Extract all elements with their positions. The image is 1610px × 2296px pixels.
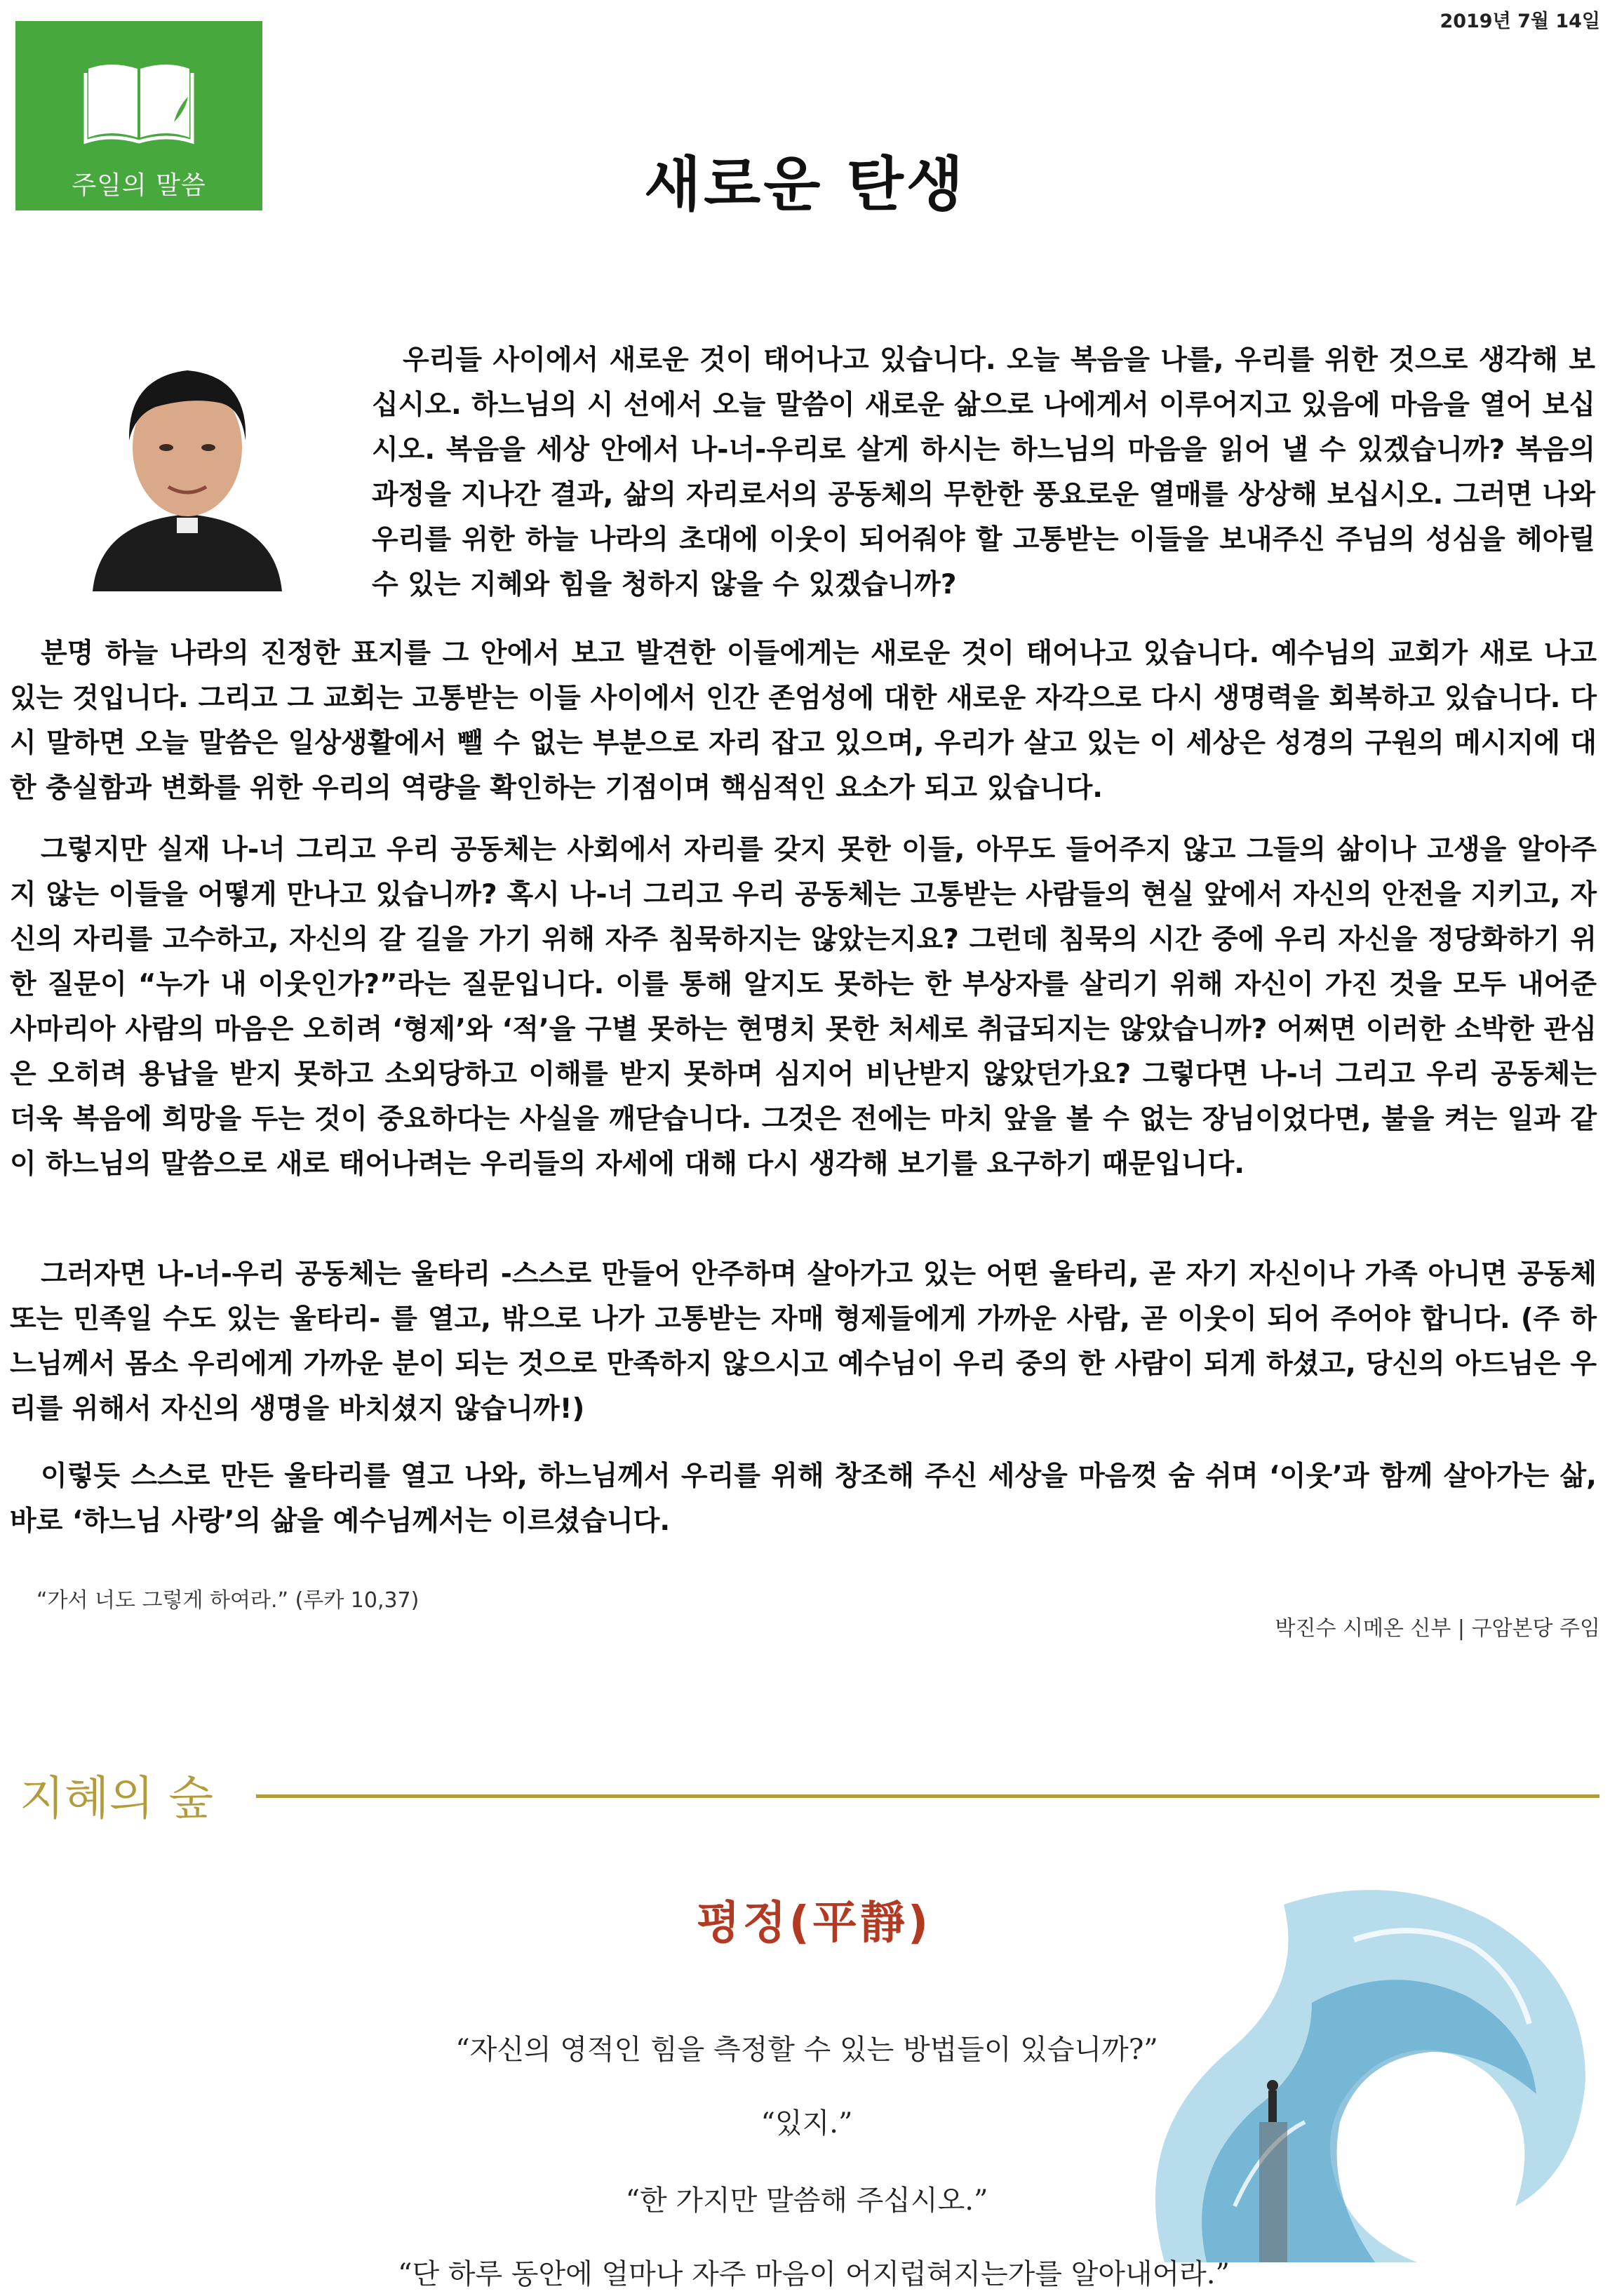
sermon-paragraph-4: 그러자면 나-너-우리 공동체는 울타리 -스스로 만들어 안주하며 살아가고 있는 어떤 울타리, 곧 자기 자신이나 가족 아니면 공동체 또는 민족일 수도 있는 울타리- 를 열고, 밖으로 나가 고통받는 자매 형제들에게 가까운 사람, 곧 이웃이 되어 주어야 합니다. (주 하느님께서 몸소 우리에게 가까운 분이 되는 것으로 만족하지 않으시고 예수님이 우리 중의 한 사람이 되게 하셨고, 당신의 아드님은 우리를 위해서 자신의 생명을 바치셨지 않습니까!)	[10, 1258, 1597, 1425]
priest-portrait	[86, 342, 289, 591]
scripture-quote: “가서 너도 그렇게 하여라.” (루카 10,37)	[36, 1588, 420, 1613]
sermon-paragraph-3: 그렇지만 실재 나-너 그리고 우리 공동체는 사회에서 자리를 갖지 못한 이들, 아무도 들어주지 않고 그들의 삶이나 고생을 알아주지 않는 이들을 어떻게 만나고 있습니까? 혹시 나-너 그리고 우리 공동체는 고통받는 사람들의 현실 앞에서 자신의 안전을 지키고, 자신의 자리를 고수하고, 자신의 갈 길을 가기 위해 자주 침묵하지는 않았는지요? 그런데 침묵의 시간 중에 우리 자신을 정당화하기 위한 질문이 “누가 내 이웃인가?”라는 질문입니다. 이를 통해 알지도 못하는 한 부상자를 살리기 위해 자신이 가진 것을 모두 내어준 사마리아 사람의 마음은 오히려 ‘형제’와 ‘적’을 구별 못하는 현명치 못한 처세로 취급되지는 않았습니까? 어쩌면 이러한 소박한 관심은 오히려 용납을 받지 못하고 소외당하고 이해를 받지 못하며 심지어 비난받지 않았던가요? 그렇다면 나-너 그리고 우리 공동체는 더욱 복음에 희망을 두는 것이 중요하다는 사실을 깨닫습니다. 그것은 전에는 마치 앞을 볼 수 없는 장님이었다면, 불을 켜는 일과 같이 하느님의 말씀으로 새로 태어나려는 우리들의 자세에 대해 다시 생각해 보기를 요구하기 때문입니다.	[10, 834, 1597, 1180]
issue-date: 2019년 7월 14일	[1440, 11, 1600, 32]
logo-label: 주일의 말씀	[72, 171, 206, 200]
sermon-title: 새로운 탄생	[644, 150, 966, 219]
dialog-line-1: “자신의 영적인 힘을 측정할 수 있는 방법들이 있습니까?”	[455, 2034, 1158, 2066]
sermon-paragraph-1: 우리들 사이에서 새로운 것이 태어나고 있습니다. 오늘 복음을 나를, 우리를 위한 것으로 생각해 보십시오. 하느님의 시 선에서 오늘 말씀이 새로운 삶으로 나에게서 이루어지고 있음에 마음을 열어 보십시오. 복음을 세상 안에서 나-너-우리로 살게 하시는 하느님의 마음을 읽어 낼 수 있겠습니까? 복음의 과정을 지나간 결과, 삶의 자리로서의 공동체의 무한한 풍요로운 열매를 상상해 보십시오. 그러면 나와 우리를 위한 하늘 나라의 초대에 이웃이 되어줘야 할 고통받는 이들을 보내주신 주님의 성심을 헤아릴 수 있는 지혜와 힘을 청하지 않을 수 있겠습니까?	[372, 344, 1595, 600]
book-icon	[83, 55, 195, 146]
dialog-line-4: “단 하루 동안에 얼마나 자주 마음이 어지럽혀지는가를 알아내어라.”	[398, 2258, 1230, 2290]
sermon-paragraph-2: 분명 하늘 나라의 진정한 표지를 그 안에서 보고 발견한 이들에게는 새로운 것이 태어나고 있습니다. 예수님의 교회가 새로 나고 있는 것입니다. 그리고 그 교회는 고통받는 이들 사이에서 인간 존엄성에 대한 새로운 자각으로 다시 생명력을 회복하고 있습니다. 다시 말하면 오늘 말씀은 일상생활에서 뺄 수 없는 부분으로 자리 잡고 있으며, 우리가 살고 있는 이 세상은 성경의 구원의 메시지에 대한 충실함과 변화를 위한 우리의 역량을 확인하는 기점이며 핵심적인 요소가 되고 있습니다.	[10, 638, 1597, 804]
dialog-line-3: “한 가지만 말씀해 주십시오.”	[625, 2184, 988, 2217]
dialog-line-2: “있지.”	[760, 2107, 853, 2140]
author-line: 박진수 시메온 신부 | 구암본당 주임	[1275, 1616, 1600, 1641]
section-title: 지혜의 숲	[20, 1771, 214, 1825]
section-divider	[256, 1794, 1599, 1798]
poem-title: 평정(平靜)	[696, 1898, 932, 1949]
sermon-paragraph-5: 이렇듯 스스로 만든 울타리를 열고 나와, 하느님께서 우리를 위해 창조해 주신 세상을 마음껏 숨 쉬며 ‘이웃’과 함께 살아가는 삶, 바로 ‘하느님 사랑’의 삶을 예수님께서는 이르셨습니다.	[10, 1461, 1597, 1537]
